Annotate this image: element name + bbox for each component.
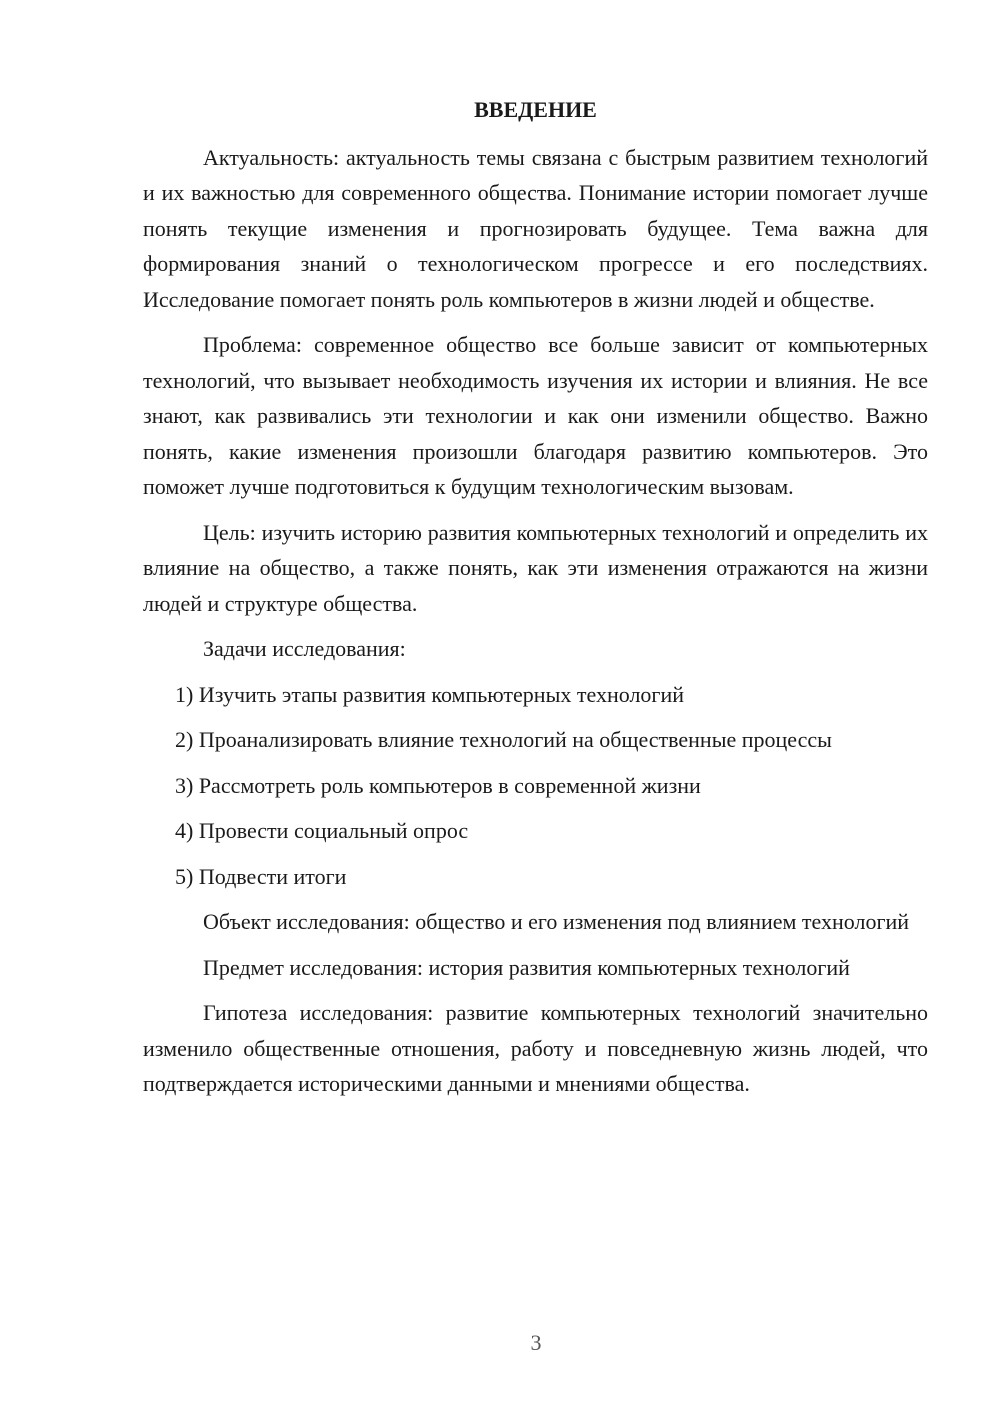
goal-paragraph: Цель: изучить историю развития компьютерных технологий и определить их влияние на общество, а также понять, как эти изменения отражаются на жизни людей и структуре общества. <box>143 519 928 616</box>
document-page <box>143 92 928 1102</box>
hypothesis-paragraph: Гипотеза исследования: развитие компьютерных технологий значительно изменило общественные отношения, работу и повседневную жизнь людей, что подтверждается историческими данными и мнениями общества. <box>143 1000 928 1096</box>
tasks-heading: Задачи исследования: <box>203 636 406 661</box>
subject-paragraph: Предмет исследования: история развития компьютерных технологий <box>203 954 850 980</box>
task-item: 3) Рассмотреть роль компьютеров в современной жизни <box>175 772 701 798</box>
task-item: 4) Провести социальный опрос <box>175 818 469 843</box>
object-paragraph: Объект исследования: общество и его изменения под влиянием технологий <box>203 909 910 934</box>
page-number: 3 <box>530 1330 542 1355</box>
problem-paragraph: Проблема: современное общество все больше зависит от компьютерных технологий, что вызывает необходимость изучения их истории и влияния. Не все знают, как развивались эти технологии и как они изменили общество. Важно понять, какие изменения произошли благодаря развитию компьютеров. Это поможет лучше подготовиться к будущим технологическим вызовам. <box>143 332 928 499</box>
task-item: 2) Проанализировать влияние технологий на общественные процессы <box>175 727 832 752</box>
task-item: 5) Подвести итоги <box>175 863 347 889</box>
page-title: ВВЕДЕНИЕ <box>474 97 597 122</box>
relevance-paragraph: Актуальность: актуальность темы связана с быстрым развитием технологий и их важностью для современного общества. Понимание истории помогает лучше понять текущие изменения и прогнозировать будущее. Тема важна для формирования знаний о технологическом прогрессе и его последствиях. Исследование помогает понять роль компьютеров в жизни людей и обществе. <box>143 144 928 312</box>
task-item: 1) Изучить этапы развития компьютерных технологий <box>175 681 684 707</box>
